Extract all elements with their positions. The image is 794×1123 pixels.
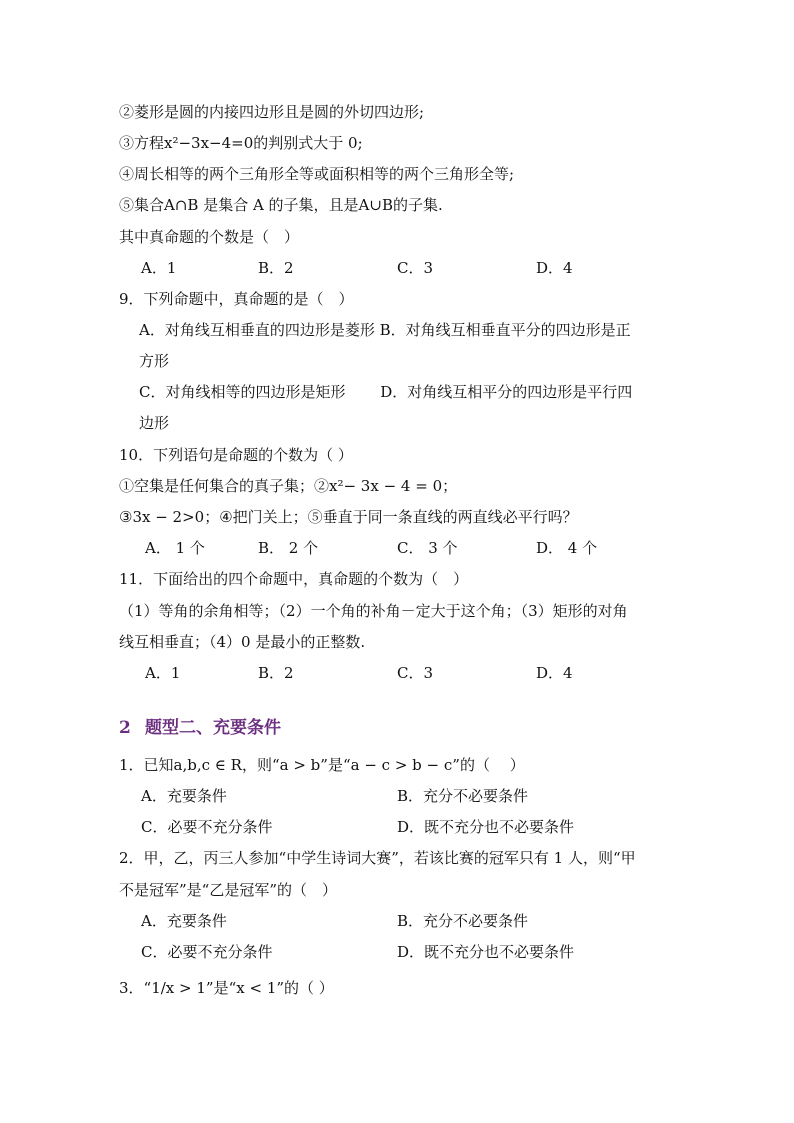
q11-option-a: A．1 (145, 664, 181, 682)
section-title: 题型二、充要条件 (145, 718, 281, 738)
p1-option-d: D．既不充分也不必要条件 (397, 818, 575, 836)
p2-option-b: B．充分不必要条件 (397, 912, 529, 930)
statement-5: ⑤集合A∩B 是集合 A 的子集，且是A∪B的子集. (119, 196, 443, 214)
q10-option-c: C． 3 个 (397, 539, 458, 557)
q11-statements-1: （1）等角的余角相等；（2）一个角的补角－定大于这个角；（3）矩形的对角 (119, 602, 628, 620)
option-d: D．4 (536, 259, 573, 277)
p1-option-c: C．必要不充分条件 (141, 818, 273, 836)
statement-3: ③方程x²−3x−4=0的判别式大于 0; (119, 134, 363, 152)
problem-1: 1．已知a,b,c ∈ R，则“a > b”是“a − c > b − c”的（ ） (119, 756, 525, 774)
question-11: 11．下面给出的四个命题中，真命题的个数为（ ） (119, 570, 469, 588)
q10-statements-1: ①空集是任何集合的真子集；②x²− 3x − 4 = 0； (119, 477, 458, 495)
question-9: 9．下列命题中，真命题的是（ ） (119, 290, 354, 308)
statement-4: ④周长相等的两个三角形全等或面积相等的两个三角形全等; (119, 165, 515, 183)
q9-options-cd-cont: 边形 (139, 414, 170, 432)
q11-option-d: D．4 (536, 664, 573, 682)
option-a: A．1 (141, 259, 177, 277)
q11-option-b: B．2 (258, 664, 294, 682)
option-c: C．3 (397, 259, 434, 277)
problem-2: 2．甲，乙，丙三人参加“中学生诗词大赛”，若该比赛的冠军只有 1 人，则“甲 (119, 849, 636, 867)
p2-option-c: C．必要不充分条件 (141, 943, 273, 961)
q10-option-d: D． 4 个 (536, 539, 598, 557)
problem-2-cont: 不是冠军”是“乙是冠军”的（ ） (119, 881, 338, 899)
q10-option-b: B． 2 个 (258, 539, 319, 557)
section-heading (119, 717, 281, 739)
problem-3: 3．“1/x > 1”是“x < 1”的（ ） (119, 979, 334, 997)
q10-option-a: A． 1 个 (145, 539, 205, 557)
q11-option-c: C．3 (397, 664, 434, 682)
statement-2: ②菱形是圆的内接四边形且是圆的外切四边形; (119, 103, 425, 121)
p2-option-d: D．既不充分也不必要条件 (397, 943, 575, 961)
q9-options-ab: A．对角线互相垂直的四边形是菱形 B．对角线互相垂直平分的四边形是正 (139, 321, 631, 339)
p2-option-a: A．充要条件 (141, 912, 227, 930)
q11-statements-2: 线互相垂直；（4）0 是最小的正整数. (119, 633, 366, 651)
question-10: 10．下列语句是命题的个数为（ ） (119, 446, 353, 464)
p1-option-b: B．充分不必要条件 (397, 787, 529, 805)
q10-statements-2: ③3x − 2>0；④把门关上；⑤垂直于同一条直线的两直线必平行吗？ (119, 508, 578, 526)
p1-option-a: A．充要条件 (141, 787, 227, 805)
question-prompt: 其中真命题的个数是（ ） (119, 228, 300, 246)
q9-options-cd: C．对角线相等的四边形是矩形 D．对角线互相平分的四边形是平行四 (139, 383, 633, 401)
q9-options-ab-cont: 方形 (139, 352, 170, 370)
option-b: B．2 (258, 259, 294, 277)
section-number: 2 (119, 718, 131, 738)
